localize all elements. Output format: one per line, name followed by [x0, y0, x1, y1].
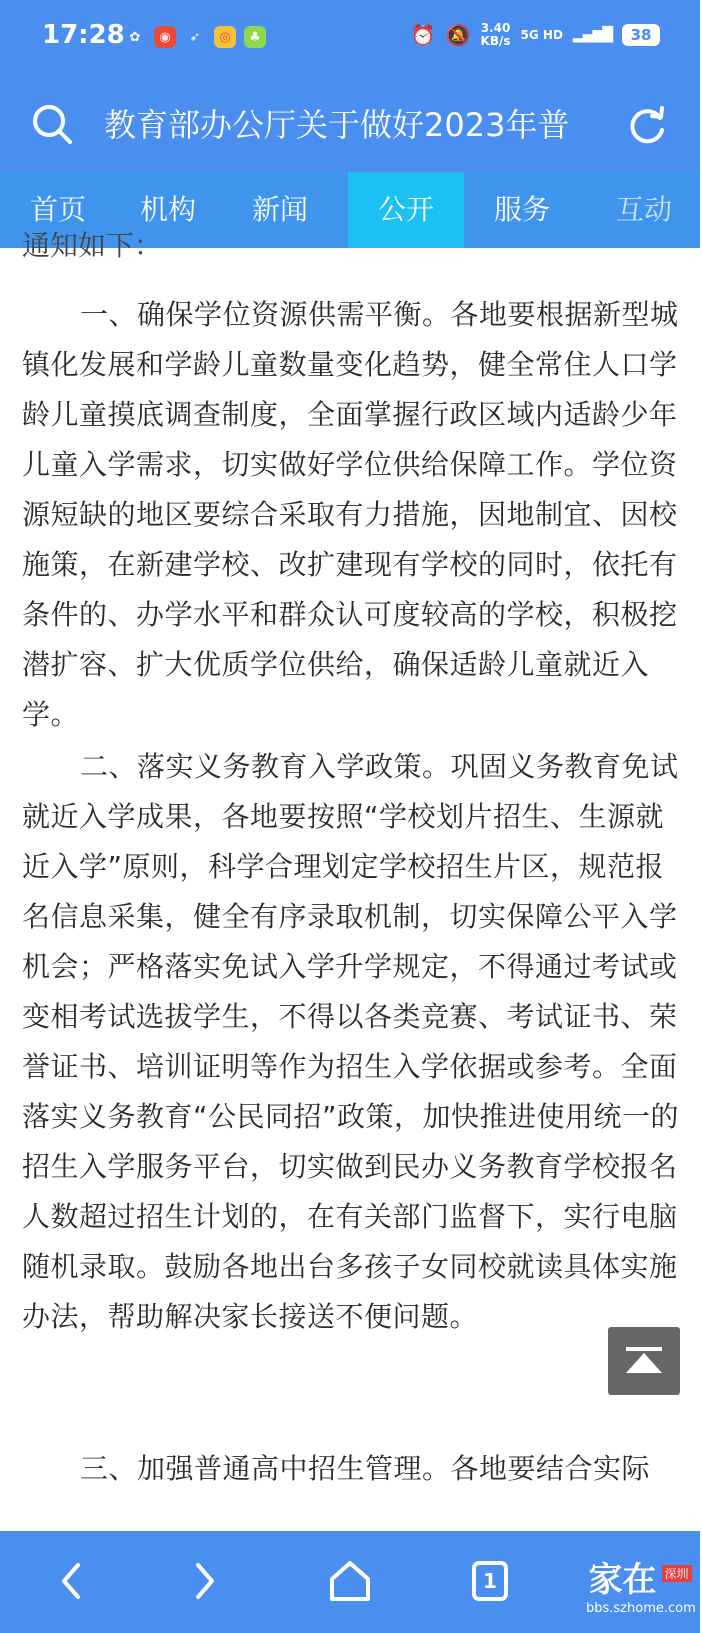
- refresh-icon: [622, 100, 672, 150]
- home-button[interactable]: [320, 1553, 380, 1609]
- nav-tab-service[interactable]: 服务: [493, 193, 550, 226]
- nav-tab-home[interactable]: 首页: [29, 193, 86, 226]
- nav-tab-interact[interactable]: 互动: [615, 193, 672, 226]
- mute-icon: 🔕: [445, 23, 471, 47]
- network-speed: [481, 22, 511, 48]
- tab-count: 1: [483, 1569, 497, 1593]
- browser-toolbar: [0, 80, 700, 172]
- site-watermark: [586, 1559, 694, 1629]
- tabs-button[interactable]: [460, 1553, 520, 1609]
- back-to-top-icon: [608, 1327, 680, 1395]
- watermark-main: 家在: [588, 1560, 657, 1600]
- status-right: [411, 22, 660, 48]
- search-icon: [28, 100, 78, 150]
- watermark-url: bbs.szhome.com: [586, 1601, 696, 1616]
- watermark-badge: 深圳: [662, 1565, 692, 1582]
- browser-bottom-bar: [0, 1531, 700, 1633]
- net-speed-value: 3.40: [480, 21, 511, 35]
- nav-tab-news[interactable]: 新闻: [251, 193, 308, 226]
- app-red-icon: ◉: [154, 26, 176, 48]
- signal-icon: ▂▄▆█: [572, 27, 612, 43]
- back-to-top-button[interactable]: [608, 1327, 680, 1395]
- chevron-right-icon: [174, 1553, 234, 1609]
- net-speed-unit: KB/s: [480, 34, 511, 48]
- green-app-icon: ♣: [244, 26, 266, 48]
- status-bar: [0, 0, 700, 80]
- bird-icon: ➶: [189, 29, 201, 45]
- page-title[interactable]: 教育部办公厅关于做好2023年普: [104, 106, 570, 144]
- status-app-icons: [124, 26, 266, 48]
- article-cut-line: 通知如下：: [22, 229, 163, 262]
- home-icon: [320, 1553, 380, 1609]
- nav-tab-org[interactable]: 机构: [139, 193, 196, 226]
- article-paragraph-3: 三、加强普通高中招生管理。各地要结合实际: [80, 1452, 651, 1485]
- chevron-left-icon: [42, 1553, 102, 1609]
- forward-button[interactable]: [174, 1553, 234, 1609]
- refresh-button[interactable]: [622, 100, 672, 150]
- weibo-icon: ◎: [214, 26, 236, 48]
- nav-tab-public[interactable]: 公开: [348, 172, 464, 248]
- wechat-icon: ✿: [129, 29, 141, 45]
- network-badge: 5G HD: [520, 28, 563, 42]
- article-content: [0, 229, 700, 1531]
- battery-indicator: 38: [622, 24, 660, 46]
- article-paragraph-2: 二、落实义务教育入学政策。巩固义务教育免试就近入学成果，各地要按照“学校划片招生、生源就近入学”原则，科学合理划定学校招生片区，规范报名信息采集，健全有序录取机制，切实保障公平入学机会；严格落实免试入学升学规定，不得通过考试或变相考试选拔学生，不得以各类竞赛、考试证书、荣誉证书、培训证明等作为招生入学依据或参考。全面落实义务教育“公民同招”政策，加快推进使用统一的招生入学服务平台，切实做到民办义务教育学校报名人数超过招生计划的，在有关部门监督下，实行电脑随机录取。鼓励各地出台多孩子女同校就读具体实施办法，帮助解决家长接送不便问题。: [22, 750, 680, 1333]
- back-button[interactable]: [42, 1553, 102, 1609]
- search-button[interactable]: [28, 100, 78, 150]
- status-time: 17:28: [42, 20, 125, 50]
- article-paragraph-1: 一、确保学位资源供需平衡。各地要根据新型城镇化发展和学龄儿童数量变化趋势，健全常住人口学龄儿童摸底调查制度，全面掌握行政区域内适龄少年儿童入学需求，切实做好学位供给保障工作。学位资源短缺的地区要综合采取有力措施，因地制宜、因校施策，在新建学校、改扩建现有学校的同时，依托有条件的、办学水平和群众认可度较高的学校，积极挖潜扩容、扩大优质学位供给，确保适龄儿童就近入学。: [22, 298, 679, 731]
- alarm-icon: ⏰: [410, 23, 436, 47]
